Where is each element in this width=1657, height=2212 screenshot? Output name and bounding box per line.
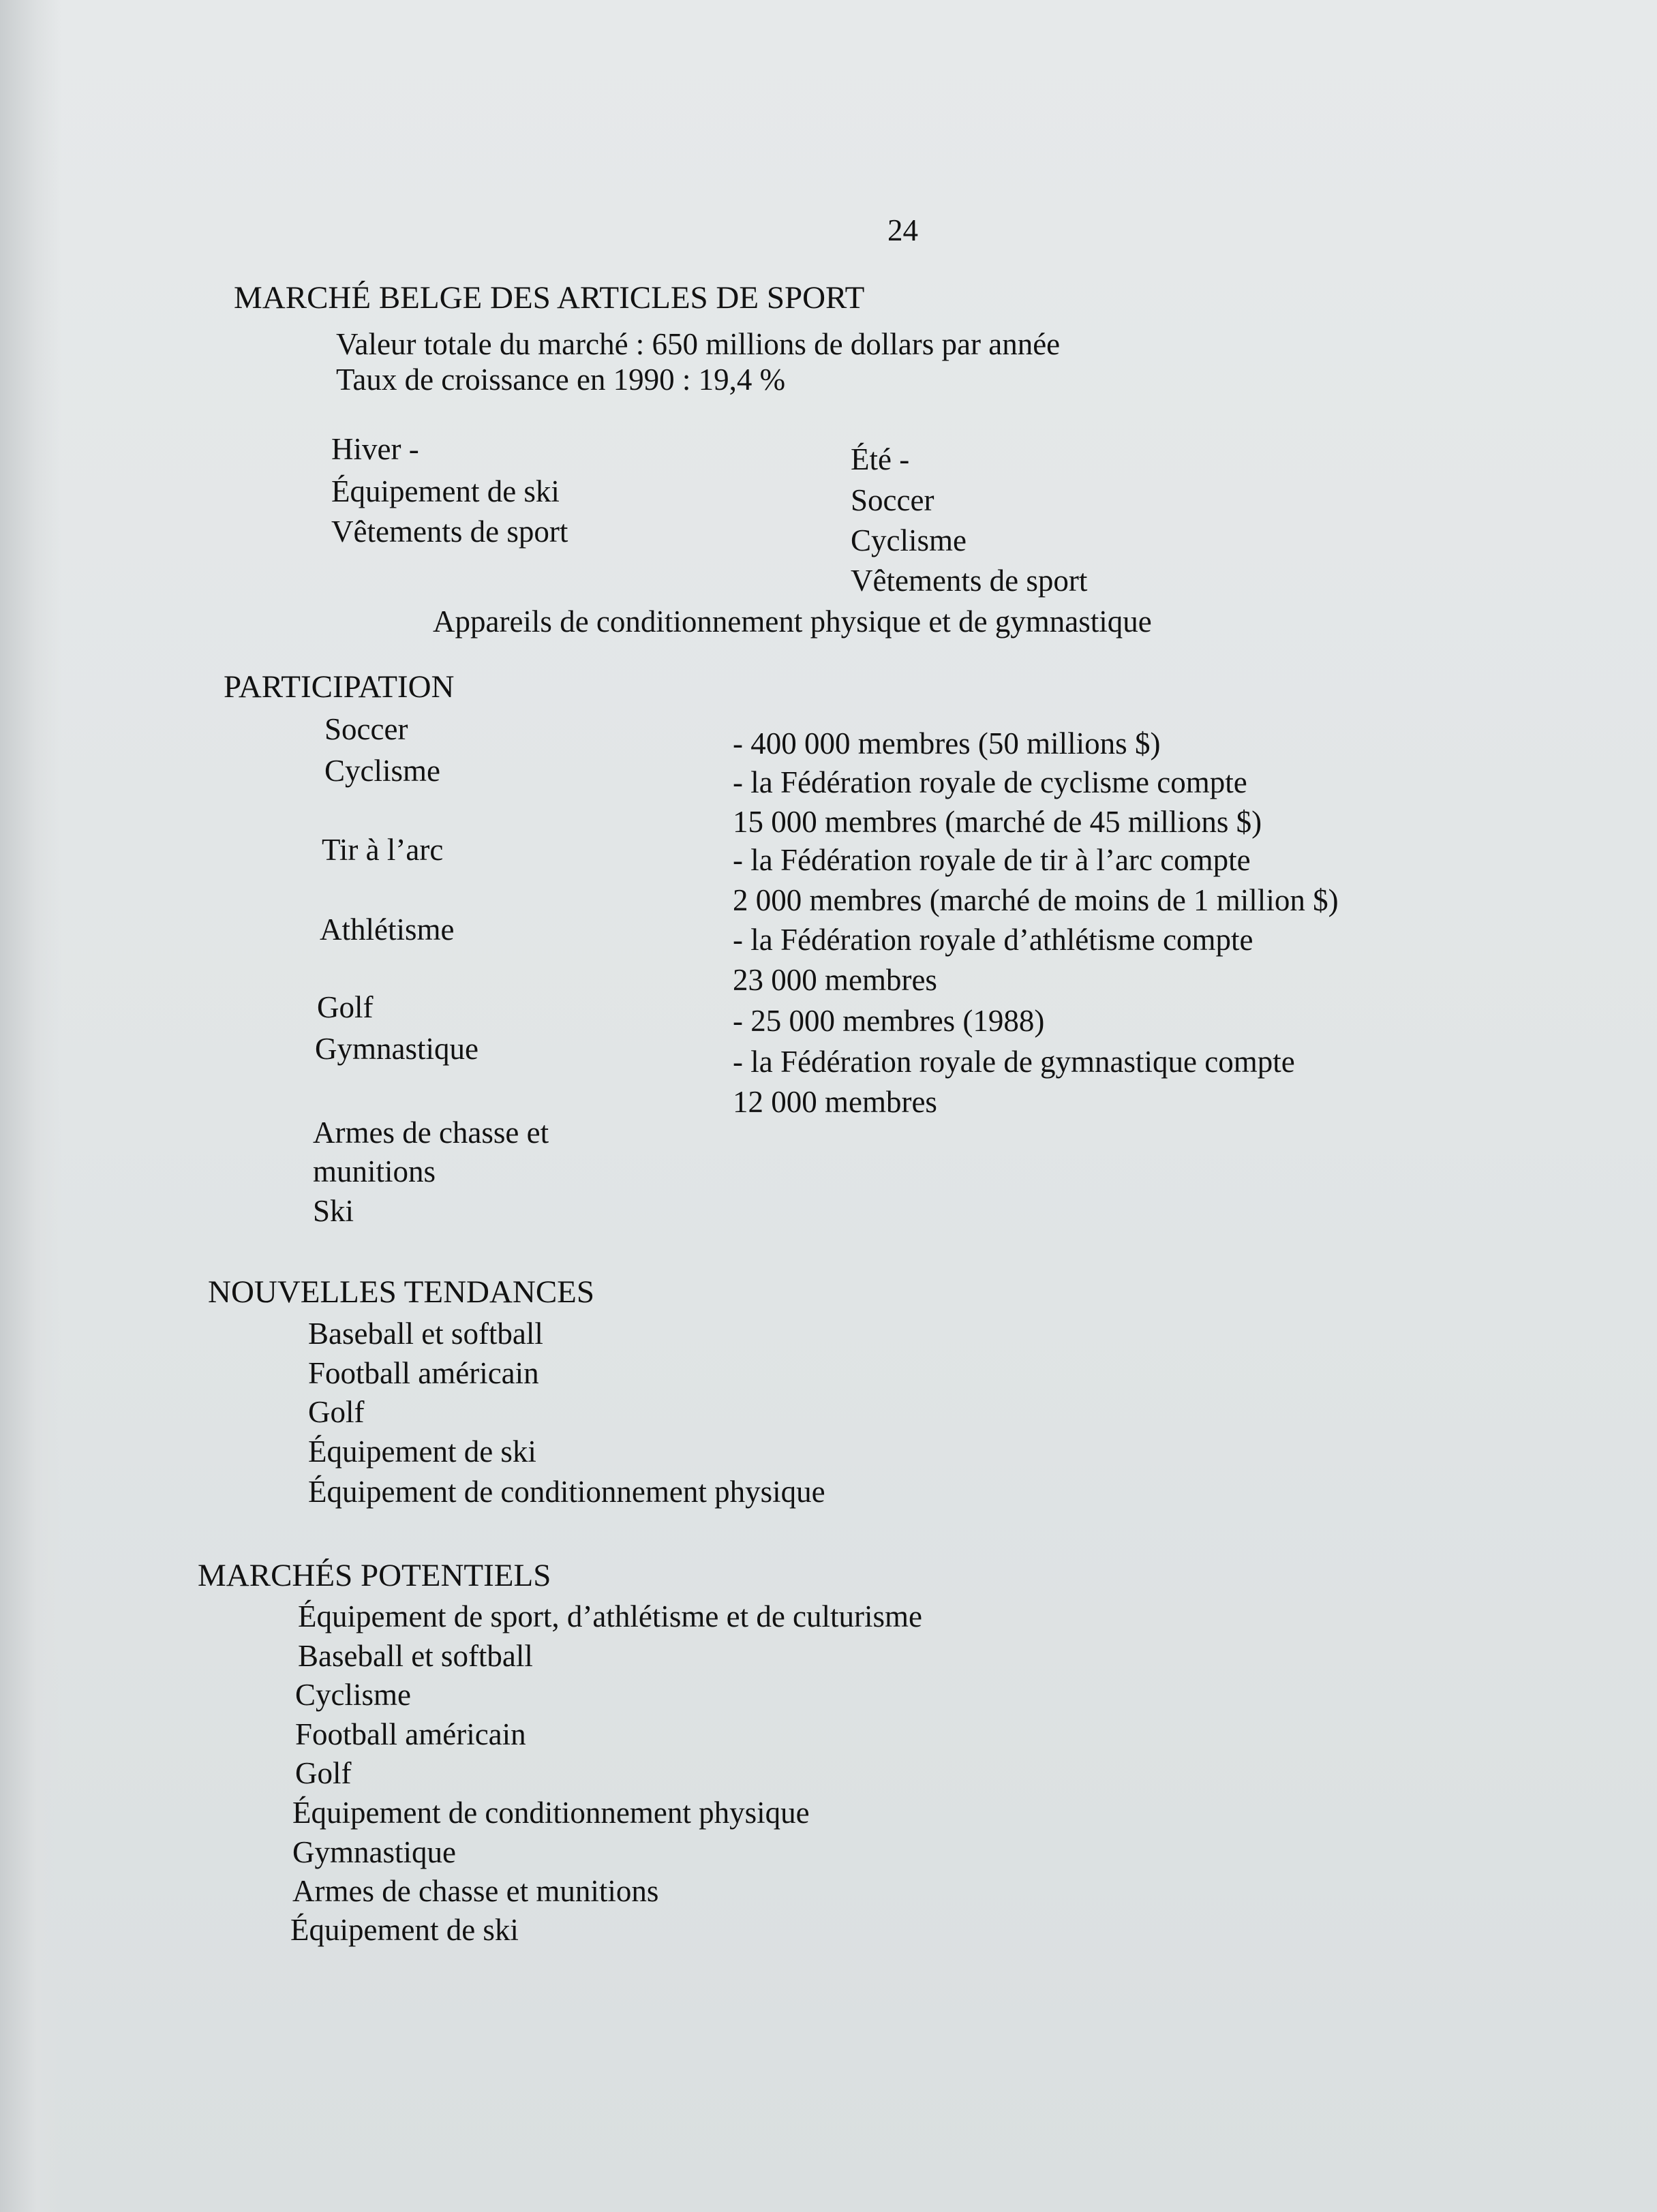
potential-item: Baseball et softball	[298, 1639, 533, 1673]
participation-detail: - 400 000 membres (50 millions $)	[733, 726, 1161, 761]
trends-item: Golf	[308, 1395, 365, 1429]
participation-detail: 12 000 membres	[733, 1085, 937, 1119]
participation-sport: Soccer	[324, 712, 408, 746]
participation-sport: munitions	[313, 1154, 436, 1188]
participation-heading: PARTICIPATION	[224, 669, 455, 705]
market-heading: MARCHÉ BELGE DES ARTICLES DE SPORT	[234, 280, 865, 316]
winter-label: Hiver -	[331, 432, 419, 466]
common-equipment: Appareils de conditionnement physique et de gymnastique	[433, 604, 1152, 639]
potential-item: Équipement de sport, d’athlétisme et de culturisme	[298, 1599, 922, 1633]
participation-sport: Gymnastique	[315, 1032, 478, 1066]
trends-item: Équipement de conditionnement physique	[308, 1475, 825, 1509]
potential-item: Football américain	[295, 1717, 526, 1751]
potential-item: Gymnastique	[292, 1835, 456, 1869]
participation-sport: Golf	[317, 990, 374, 1024]
participation-detail: 23 000 membres	[733, 963, 937, 997]
potential-heading: MARCHÉS POTENTIELS	[198, 1558, 551, 1593]
participation-sport: Armes de chasse et	[313, 1116, 549, 1150]
summer-item: Vêtements de sport	[851, 564, 1088, 598]
page-number: 24	[887, 213, 918, 247]
potential-item: Cyclisme	[295, 1678, 411, 1712]
summer-item: Soccer	[851, 483, 934, 517]
participation-sport: Cyclisme	[324, 754, 440, 788]
participation-sport: Tir à l’arc	[322, 833, 444, 867]
growth-rate: Taux de croissance en 1990 : 19,4 %	[336, 363, 786, 397]
trends-item: Baseball et softball	[308, 1317, 543, 1351]
trends-item: Équipement de ski	[308, 1434, 536, 1469]
participation-detail: - la Fédération royale de tir à l’arc compte	[733, 843, 1251, 877]
participation-detail: - 25 000 membres (1988)	[733, 1004, 1045, 1038]
summer-label: Été -	[851, 442, 910, 476]
participation-detail: - la Fédération royale d’athlétisme compte	[733, 923, 1253, 957]
participation-detail: 15 000 membres (marché de 45 millions $)	[733, 805, 1262, 839]
potential-item: Armes de chasse et munitions	[292, 1874, 659, 1908]
total-value: Valeur totale du marché : 650 millions de dollars par année	[336, 327, 1061, 361]
participation-sport: Ski	[313, 1194, 354, 1228]
summer-item: Cyclisme	[851, 523, 967, 557]
trends-heading: NOUVELLES TENDANCES	[208, 1274, 595, 1310]
participation-detail: 2 000 membres (marché de moins de 1 million $)	[733, 883, 1339, 917]
potential-item: Équipement de ski	[290, 1913, 519, 1947]
potential-item: Golf	[295, 1756, 352, 1790]
participation-sport: Athlétisme	[320, 912, 455, 947]
trends-item: Football américain	[308, 1356, 539, 1390]
participation-detail: - la Fédération royale de cyclisme compte	[733, 765, 1247, 799]
winter-item: Équipement de ski	[331, 474, 560, 508]
winter-item: Vêtements de sport	[331, 514, 568, 549]
page-edge	[0, 0, 61, 2212]
potential-item: Équipement de conditionnement physique	[292, 1796, 810, 1830]
participation-detail: - la Fédération royale de gymnastique compte	[733, 1045, 1295, 1079]
